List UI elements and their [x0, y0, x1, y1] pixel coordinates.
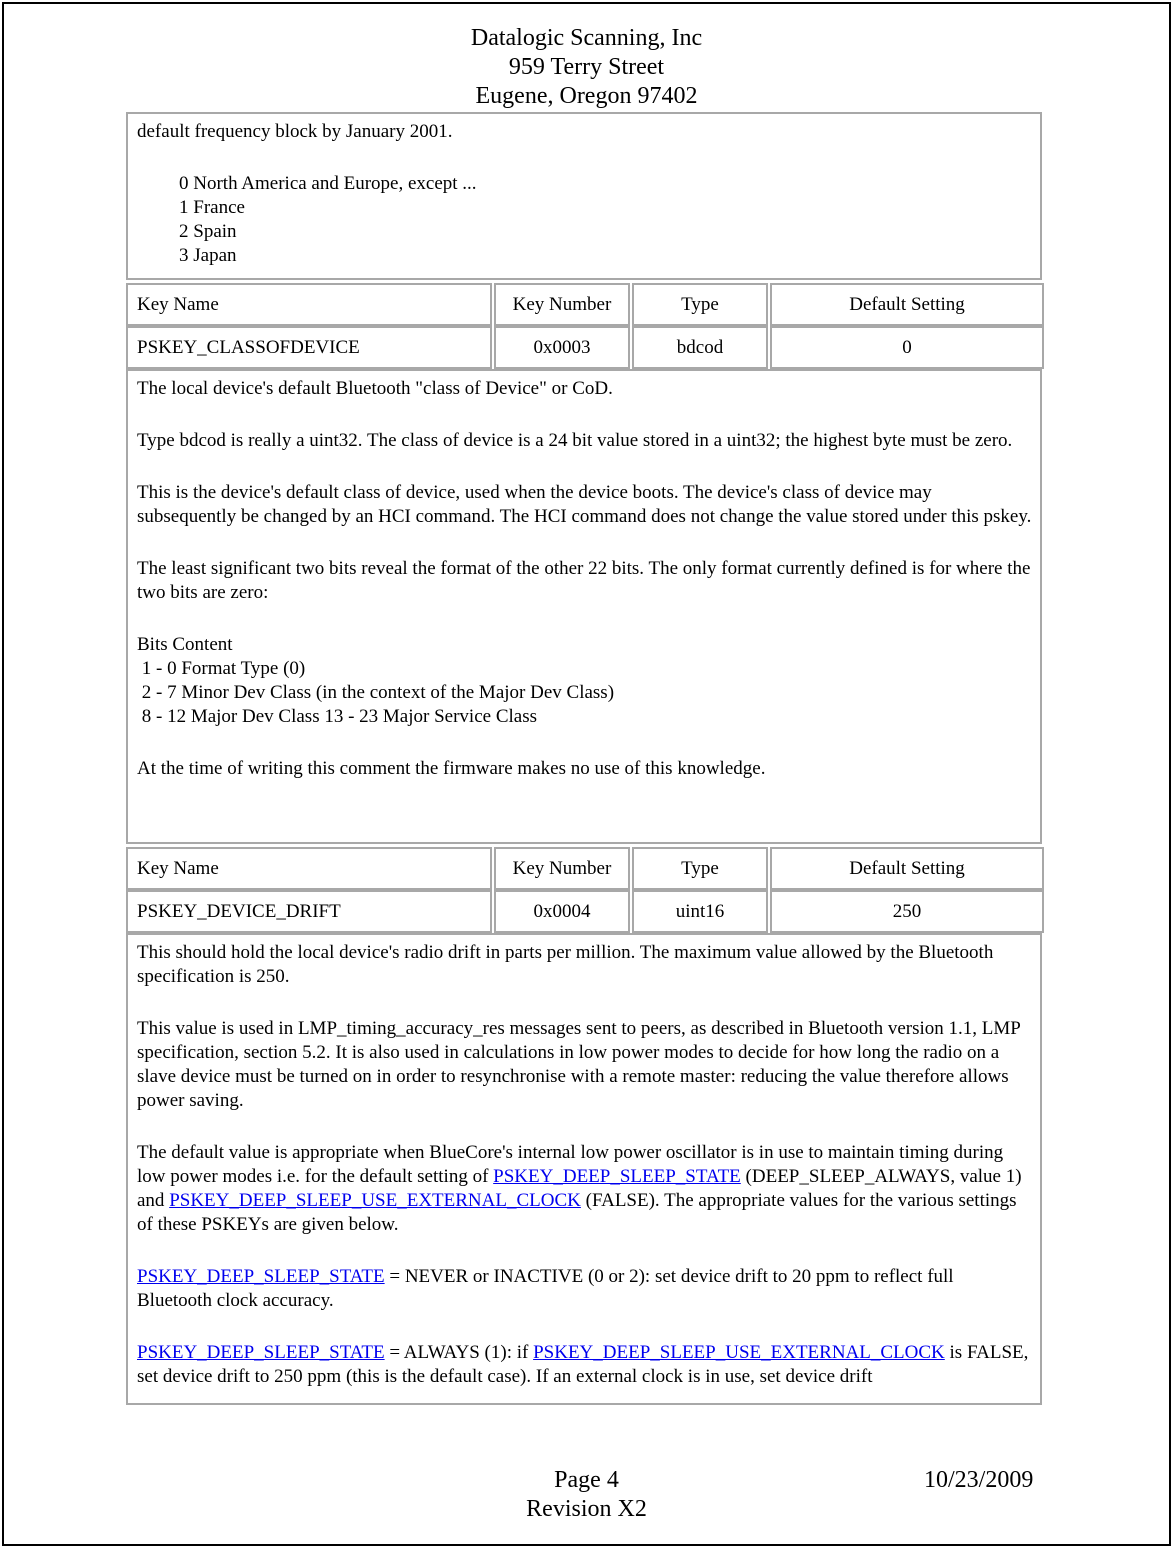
frequency-intro: default frequency block by January 2001.: [137, 121, 453, 142]
device-drift-description: [126, 933, 1042, 1405]
bits-row: 8 - 12 Major Dev Class 13 - 23 Major Service Class: [137, 706, 537, 727]
frequency-option: 1 France: [179, 197, 245, 218]
description-paragraph: Type bdcod is really a uint32. The class of device is a 24 bit value stored in a uint32; the highest byte must be zero.: [137, 430, 1013, 451]
description-paragraph: At the time of writing this comment the firmware makes no use of this knowledge.: [137, 758, 766, 779]
paragraph-text: = ALWAYS (1): if: [384, 1342, 534, 1363]
header-type: Type: [632, 283, 768, 326]
description-paragraph: The least significant two bits reveal the format of the other 22 bits. The only format currently defined is for where the two bits are zero:: [137, 558, 1031, 603]
description-paragraph: [137, 1265, 1032, 1313]
bits-header: Bits Content: [137, 634, 233, 655]
key-number-value: 0x0004: [494, 890, 630, 933]
key-number-value: 0x0003: [494, 326, 630, 369]
bits-row: 1 - 0 Format Type (0): [137, 658, 306, 679]
header-default-setting: Default Setting: [770, 283, 1044, 326]
company-city: Eugene, Oregon 97402: [475, 83, 698, 109]
default-setting-value: 0: [770, 326, 1044, 369]
table-row: [126, 890, 1046, 933]
description-paragraph: This value is used in LMP_timing_accuracy_res messages sent to peers, as described in Bluetooth version 1.1, LMP specification, section 5.2. It is also used in calculations in low power modes to decide for how long the radio on a slave device must be turned on in order to resynchronise with a remote master: reducing the value therefore allows power saving.: [137, 1018, 1021, 1111]
description-paragraph: The local device's default Bluetooth "class of Device" or CoD.: [137, 378, 613, 399]
header-key-number: Key Number: [494, 847, 630, 890]
table-header-row: [126, 847, 1046, 890]
document-date: 10/23/2009: [924, 1467, 1034, 1493]
document-header: [0, 24, 1173, 111]
bits-row: 2 - 7 Minor Dev Class (in the context of the Major Dev Class): [137, 682, 615, 703]
classofdevice-description: [126, 369, 1042, 844]
table-row: [126, 326, 1046, 369]
frequency-option: 2 Spain: [179, 221, 237, 242]
header-key-name: Key Name: [126, 283, 492, 326]
bits-table: [137, 633, 1032, 729]
frequency-option: 0 North America and Europe, except ...: [179, 173, 477, 194]
paragraph-text: = NEVER or INACTIVE (0 or 2): set device drift to 20 ppm to reflect full Bluetooth clock accuracy.: [137, 1266, 954, 1311]
frequency-options-list: [137, 172, 1032, 268]
paragraph-text: (FALSE). The appropriate values for the various settings of these PSKEYs are given below.: [137, 1190, 1017, 1235]
deep-sleep-external-clock-link[interactable]: PSKEY_DEEP_SLEEP_USE_EXTERNAL_CLOCK: [533, 1342, 945, 1363]
table-header-row: [126, 283, 1046, 326]
deep-sleep-state-link[interactable]: PSKEY_DEEP_SLEEP_STATE: [137, 1266, 385, 1287]
deep-sleep-state-link[interactable]: PSKEY_DEEP_SLEEP_STATE: [493, 1166, 741, 1187]
deep-sleep-state-link[interactable]: PSKEY_DEEP_SLEEP_STATE: [137, 1342, 385, 1363]
header-default-setting: Default Setting: [770, 847, 1044, 890]
company-street: 959 Terry Street: [508, 54, 665, 80]
frequency-block-description: [126, 112, 1042, 280]
description-paragraph: [137, 1141, 1032, 1237]
type-value: bdcod: [632, 326, 768, 369]
page-number: Page 4: [554, 1467, 619, 1493]
description-paragraph: [137, 1341, 1032, 1389]
revision-label: Revision X2: [526, 1496, 647, 1522]
header-key-name: Key Name: [126, 847, 492, 890]
paragraph-text: The default value is appropriate when BlueCore's internal low power oscillator is in use to maintain timing during low power modes i.e. for the default setting of: [137, 1142, 1004, 1187]
key-name-value: PSKEY_CLASSOFDEVICE: [126, 326, 492, 369]
paragraph-text: (DEEP_SLEEP_ALWAYS, value 1) and: [137, 1166, 1022, 1211]
company-name: Datalogic Scanning, Inc: [470, 25, 703, 51]
default-setting-value: 250: [770, 890, 1044, 933]
deep-sleep-external-clock-link[interactable]: PSKEY_DEEP_SLEEP_USE_EXTERNAL_CLOCK: [169, 1190, 581, 1211]
paragraph-text: is FALSE, set device drift to 250 ppm (this is the default case). If an external clock is in use, set device drift: [137, 1342, 1029, 1387]
description-paragraph: This is the device's default class of device, used when the device boots. The device's class of device may subsequently be changed by an HCI command. The HCI command does not change the value stored under this pskey.: [137, 482, 1032, 527]
key-name-value: PSKEY_DEVICE_DRIFT: [126, 890, 492, 933]
header-type: Type: [632, 847, 768, 890]
type-value: uint16: [632, 890, 768, 933]
header-key-number: Key Number: [494, 283, 630, 326]
frequency-option: 3 Japan: [179, 245, 237, 266]
description-paragraph: This should hold the local device's radio drift in parts per million. The maximum value allowed by the Bluetooth specification is 250.: [137, 942, 994, 987]
